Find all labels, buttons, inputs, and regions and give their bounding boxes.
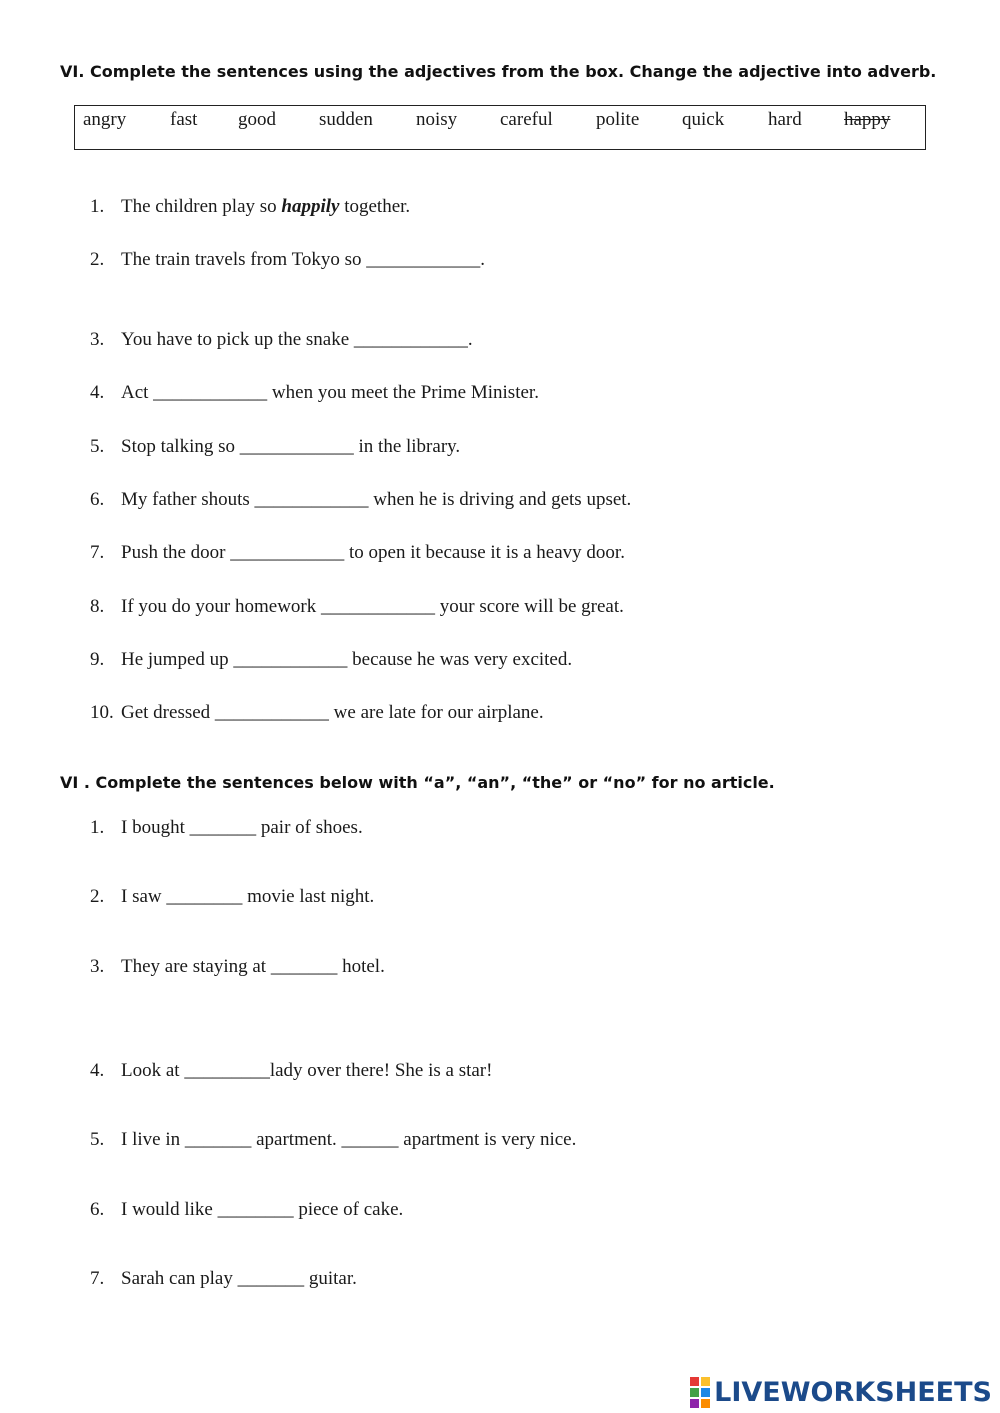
- s1-item-1: 1. The children play so happily together.: [90, 196, 411, 217]
- s1-item-9: 9. He jumped up ____________ because he was very excited.: [90, 649, 573, 670]
- s1-item-7: 7. Push the door ____________ to open it because it is a heavy door.: [90, 542, 625, 563]
- word-sudden: sudden: [319, 109, 373, 130]
- liveworksheets-logo-text: LIVEWORKSHEETS: [714, 1376, 992, 1408]
- word-quick: quick: [682, 109, 725, 130]
- s2-item-5: 5. I live in _______ apartment. ______ apartment is very nice.: [90, 1129, 577, 1150]
- word-fast: fast: [170, 109, 198, 130]
- s1-item-1-answer: happily: [281, 196, 340, 217]
- word-box: [74, 105, 926, 150]
- s1-item-5: 5. Stop talking so ____________ in the library.: [90, 436, 461, 457]
- word-angry: angry: [83, 109, 127, 130]
- s2-item-3: 3. They are staying at _______ hotel.: [90, 956, 385, 977]
- s1-item-1-post: together.: [339, 196, 411, 217]
- word-hard: hard: [768, 109, 802, 130]
- word-careful: careful: [500, 109, 553, 130]
- s2-item-6: 6. I would like ________ piece of cake.: [90, 1199, 404, 1220]
- s1-item-8: 8. If you do your homework ____________ your score will be great.: [90, 596, 624, 617]
- s1-item-1-pre: The children play so: [121, 196, 282, 217]
- section1-heading: VI. Complete the sentences using the adjectives from the box. Change the adjective into adverb.: [60, 62, 937, 81]
- word-good: good: [238, 109, 276, 130]
- s2-item-7: 7. Sarah can play _______ guitar.: [90, 1268, 357, 1289]
- word-happy-struck: happy: [844, 109, 891, 130]
- s1-item-6: 6. My father shouts ____________ when he is driving and gets upset.: [90, 489, 632, 510]
- word-polite: polite: [596, 109, 640, 130]
- s1-item-10: 10. Get dressed ____________ we are late for our airplane.: [90, 702, 544, 723]
- s1-item-4: 4. Act ____________ when you meet the Prime Minister.: [90, 382, 539, 403]
- s1-item-2: 2. The train travels from Tokyo so ____________.: [90, 249, 486, 270]
- liveworksheets-logo[interactable]: [690, 1377, 992, 1407]
- s2-item-2: 2. I saw ________ movie last night.: [90, 886, 375, 907]
- word-noisy: noisy: [416, 109, 458, 130]
- section2-heading: VI . Complete the sentences below with “a”, “an”, “the” or “no” for no article.: [60, 773, 775, 792]
- s2-item-4: 4. Look at _________lady over there! She is a star!: [90, 1060, 493, 1081]
- s2-item-1: 1. I bought _______ pair of shoes.: [90, 817, 363, 838]
- s1-item-3: 3. You have to pick up the snake ____________.: [90, 329, 473, 350]
- liveworksheets-logo-icon: [690, 1377, 710, 1408]
